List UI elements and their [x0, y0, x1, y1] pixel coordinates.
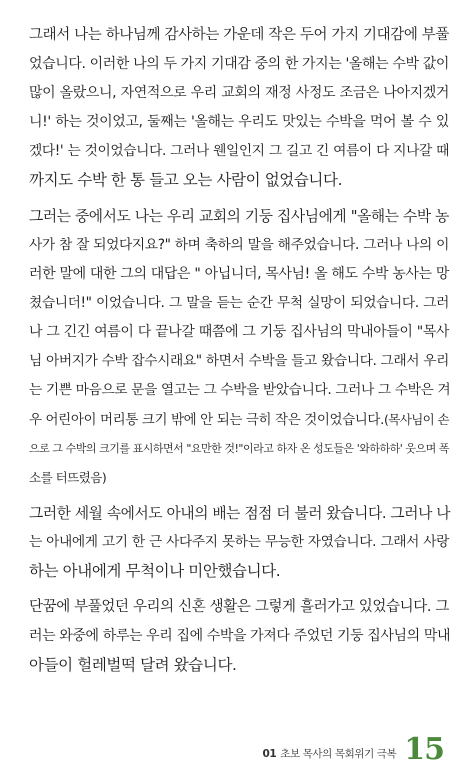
body-text [29, 21, 449, 680]
text-line: 쳤습니더!" 이었습니다. 그 말을 듣는 순간 무척 실망이 되었습니다. 그러 [29, 295, 449, 311]
text-line [29, 405, 449, 434]
text-line: 단꿈에 부풀었던 우리의 신혼 생활은 그렇게 흘러가고 있었습니다. 그 [29, 599, 449, 615]
text-line: 니!' 하는 것이었고, 둘째는 '올해는 우리도 맛있는 수박을 먹어 볼 수 있 [29, 114, 449, 130]
parenthetical-note: (목사님이 손 [383, 412, 449, 427]
text-line: 많이 올랐으니, 자연적으로 우리 교회의 재정 사정도 조금은 나아지겠거 [29, 85, 449, 101]
text-line: 그러는 중에서도 나는 우리 교회의 기둥 집사님에게 "올해는 수박 농 [29, 208, 449, 225]
text-line: 겠다!' 는 것이었습니다. 그러나 웬일인지 그 길고 긴 여름이 다 지나갈 때 [29, 143, 449, 159]
chapter-number: 01 [262, 748, 277, 760]
text-line: 나 그 긴긴 여름이 다 끝나갈 때쯤에 그 기둥 집사님의 막내아들이 "목사 [29, 324, 449, 340]
running-footer [262, 746, 396, 764]
paragraph-3 [29, 499, 449, 586]
text-line: 하는 아내에게 무척이나 미안했습니다. [29, 562, 281, 580]
text-line: 러한 말에 대한 그의 대답은 " 아닙니더, 목사님! 올 해도 수박 농사는 망 [29, 266, 449, 282]
text-line: 사가 참 잘 되었다지요?" 하며 축하의 말을 해주었습니다. 그러나 나의 이 [29, 237, 449, 253]
paragraph-2 [29, 202, 449, 492]
text-line: 러는 와중에 하루는 우리 집에 수박을 가져다 주었던 기둥 집사님의 막내 [29, 628, 451, 644]
text-line-main: 우 어린아이 머리통 크기 밖에 안 되는 극히 작은 것이었습니다. [29, 412, 384, 428]
text-line: 는 기쁜 마음으로 문을 열고는 그 수박을 받았습니다. 그러나 그 수박은 겨 [29, 382, 451, 398]
paragraph-1 [29, 21, 449, 195]
text-line: 그러한 세월 속에서도 아내의 배는 점점 더 불러 왔습니다. 그러나 나 [29, 505, 451, 522]
text-line: 까지도 수박 한 통 들고 오는 사람이 없었습니다. [29, 171, 343, 189]
text-line: 아들이 헐레벌떡 달려 왔습니다. [29, 656, 237, 674]
text-line: 는 아내에게 고기 한 근 사다주지 못하는 무능한 자였습니다. 그래서 사랑 [29, 534, 449, 550]
text-line: 었습니다. 이러한 나의 두 가지 기대감 중의 한 가지는 '올해는 수박 값이 [29, 56, 449, 72]
text-line: 님 아버지가 수박 잡수시래요" 하면서 수박을 들고 왔습니다. 그래서 우리 [29, 353, 449, 369]
parenthetical-note-line: 으로 그 수박의 크기를 표시하면서 "요만한 것!"이라고 하자 온 성도들은 '와하하하' 웃으며 폭 [29, 442, 449, 455]
text-line: 그래서 나는 하나님께 감사하는 가운데 작은 두어 가지 기대감에 부풀 [29, 27, 449, 43]
page-number: 15 [404, 732, 444, 767]
chapter-title: 초보 목사의 목회위기 극복 [280, 748, 397, 760]
page-footer [262, 732, 444, 767]
parenthetical-note-line: 소를 터뜨렸음) [29, 470, 107, 485]
paragraph-4 [29, 593, 449, 680]
